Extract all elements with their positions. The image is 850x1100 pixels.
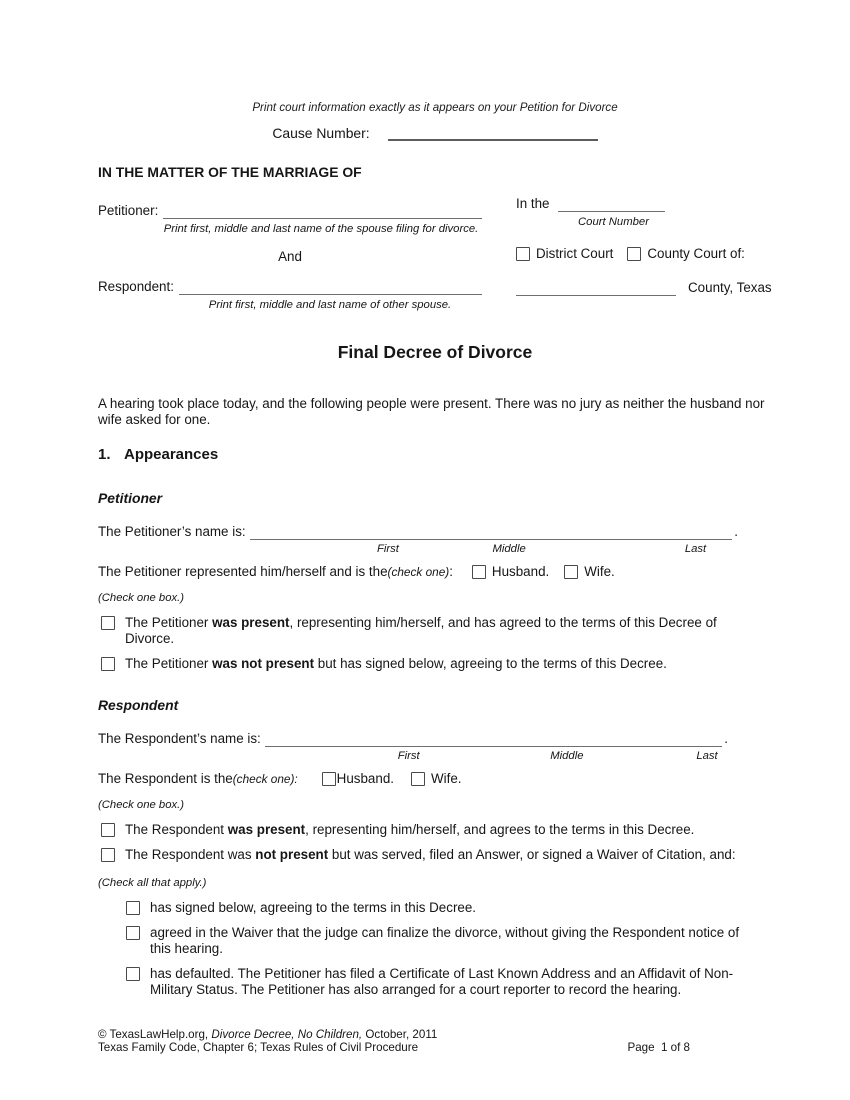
respondent-fullname-field[interactable] bbox=[265, 731, 722, 747]
court-column bbox=[516, 196, 772, 313]
court-number-field[interactable] bbox=[558, 196, 665, 212]
county-texas-label: County, Texas bbox=[688, 280, 772, 295]
petitioner-name-field[interactable] bbox=[163, 203, 482, 219]
petitioner-wife-label: Wife. bbox=[584, 564, 615, 579]
in-the-label: In the bbox=[516, 196, 550, 211]
cause-number-row bbox=[98, 124, 772, 141]
district-court-label: District Court bbox=[536, 246, 614, 261]
petitioner-wife-checkbox[interactable] bbox=[564, 565, 578, 579]
respondent-name-part-labels bbox=[368, 748, 820, 762]
petitioner-not-present-checkbox[interactable] bbox=[101, 657, 115, 671]
respondent-is-text: The Respondent is the bbox=[98, 771, 233, 786]
county-row bbox=[516, 280, 772, 296]
in-the-row bbox=[516, 196, 772, 212]
petitioner-label: Petitioner: bbox=[98, 203, 159, 218]
petitioner-not-present-item bbox=[98, 656, 772, 672]
intro-paragraph: A hearing took place today, and the following people were present. There was no jury as neither the husband nor wife asked for one. bbox=[98, 396, 765, 427]
and-label: And bbox=[278, 249, 302, 264]
middle-label: Middle bbox=[492, 543, 526, 555]
respondent-husband-checkbox[interactable] bbox=[322, 772, 336, 786]
petitioner-was-present-item bbox=[98, 615, 772, 647]
footer-source bbox=[98, 1028, 437, 1055]
defaulted-checkbox[interactable] bbox=[126, 967, 140, 981]
petitioner-check-one-note: (Check one box.) bbox=[98, 592, 185, 604]
county-name-field[interactable] bbox=[516, 280, 676, 296]
waiver-agreed-text: agreed in the Waiver that the judge can finalize the divorce, without giving the Respondent notice of this hearing. bbox=[150, 925, 740, 956]
respondent-was-present-checkbox[interactable] bbox=[101, 823, 115, 837]
petitioner-was-present-text: The Petitioner was present, representing him/herself, and has agreed to the terms of this Decree of Divorce. bbox=[125, 615, 717, 646]
respondent-is-row bbox=[98, 771, 772, 787]
period: . bbox=[734, 524, 738, 539]
page-number: Page 1 of 8 bbox=[627, 1041, 690, 1055]
respondent-check-one-note: (Check one box.) bbox=[98, 799, 185, 811]
respondent-wife-label: Wife. bbox=[431, 771, 462, 786]
court-type-row bbox=[516, 246, 772, 262]
respondent-not-present-text: The Respondent was not present but was served, filed an Answer, or signed a Waiver of Citation, and: bbox=[125, 847, 736, 862]
petitioner-fullname-row bbox=[98, 524, 738, 540]
first-label: First bbox=[397, 750, 420, 762]
respondent-fullname-label: The Respondent’s name is: bbox=[98, 731, 261, 746]
petitioner-row bbox=[98, 203, 482, 219]
petitioner-subheading: Petitioner bbox=[98, 490, 163, 506]
petitioner-caption: Print first, middle and last name of the spouse filing for divorce. bbox=[163, 223, 479, 235]
period: . bbox=[724, 731, 728, 746]
petitioner-represented-row bbox=[98, 564, 772, 580]
last-label: Last bbox=[684, 543, 707, 555]
petitioner-name-part-labels bbox=[360, 541, 826, 555]
petitioner-fullname-label: The Petitioner’s name is: bbox=[98, 524, 246, 539]
respondent-caption: Print first, middle and last name of other spouse. bbox=[208, 299, 452, 311]
respondent-name-field[interactable] bbox=[179, 279, 482, 295]
section-1-heading bbox=[98, 447, 772, 463]
petitioner-was-present-checkbox[interactable] bbox=[101, 616, 115, 630]
section-1-number: 1. bbox=[98, 446, 111, 463]
defaulted-text: has defaulted. The Petitioner has filed a Certificate of Last Known Address and an Affidavit of Non-Military Status. The Petitioner has also arranged for a court reporter to record the hearing. bbox=[150, 966, 734, 997]
district-court-checkbox[interactable] bbox=[516, 247, 530, 261]
respondent-row bbox=[98, 279, 482, 295]
waiver-agreed-checkbox[interactable] bbox=[126, 926, 140, 940]
defaulted-item bbox=[126, 966, 772, 998]
respondent-was-present-item bbox=[98, 822, 772, 838]
parties-column bbox=[98, 196, 482, 313]
respondent-not-present-item bbox=[98, 847, 772, 863]
respondent-was-present-text: The Respondent was present, representing him/herself, and agrees to the terms in this Decree. bbox=[125, 822, 695, 837]
county-court-label: County Court of: bbox=[647, 246, 745, 261]
respondent-fullname-row bbox=[98, 731, 728, 747]
middle-label: Middle bbox=[550, 750, 584, 762]
county-court-checkbox[interactable] bbox=[627, 247, 641, 261]
respondent-label: Respondent: bbox=[98, 279, 174, 294]
signed-below-text: has signed below, agreeing to the terms in this Decree. bbox=[150, 900, 477, 915]
petitioner-husband-checkbox[interactable] bbox=[472, 565, 486, 579]
page-footer bbox=[98, 1028, 690, 1055]
waiver-agreed-item bbox=[126, 925, 772, 957]
court-caption-block bbox=[98, 196, 772, 313]
signed-below-item bbox=[126, 900, 772, 916]
respondent-wife-checkbox[interactable] bbox=[411, 772, 425, 786]
check-one-inline-note: (check one): bbox=[232, 772, 298, 786]
respondent-not-present-checkbox[interactable] bbox=[101, 848, 115, 862]
footer-line1: © TexasLawHelp.org, Divorce Decree, No Children, October, 2011 bbox=[98, 1028, 438, 1041]
court-info-note: Print court information exactly as it appears on your Petition for Divorce bbox=[252, 101, 618, 114]
court-number-caption: Court Number bbox=[578, 216, 649, 228]
cause-number-label: Cause Number: bbox=[272, 125, 370, 141]
check-one-inline-note: (check one) bbox=[387, 565, 450, 579]
colon: : bbox=[449, 564, 453, 579]
signed-below-checkbox[interactable] bbox=[126, 901, 140, 915]
cause-number-field[interactable] bbox=[388, 124, 598, 141]
first-label: First bbox=[376, 543, 399, 555]
matter-heading: IN THE MATTER OF THE MARRIAGE OF bbox=[98, 164, 362, 180]
represented-text: The Petitioner represented him/herself and is the bbox=[98, 564, 388, 579]
respondent-subheading: Respondent bbox=[98, 697, 179, 713]
section-1-title: Appearances bbox=[124, 446, 219, 463]
petitioner-husband-label: Husband. bbox=[491, 564, 550, 579]
petitioner-not-present-text: The Petitioner was not present but has signed below, agreeing to the terms of this Decree. bbox=[125, 656, 667, 671]
document-title: Final Decree of Divorce bbox=[337, 342, 533, 362]
footer-line2: Texas Family Code, Chapter 6; Texas Rules of Civil Procedure bbox=[98, 1041, 419, 1055]
last-label: Last bbox=[696, 750, 718, 762]
check-all-note: (Check all that apply.) bbox=[98, 877, 207, 889]
petitioner-fullname-field[interactable] bbox=[250, 524, 733, 540]
respondent-husband-label: Husband. bbox=[336, 771, 394, 786]
